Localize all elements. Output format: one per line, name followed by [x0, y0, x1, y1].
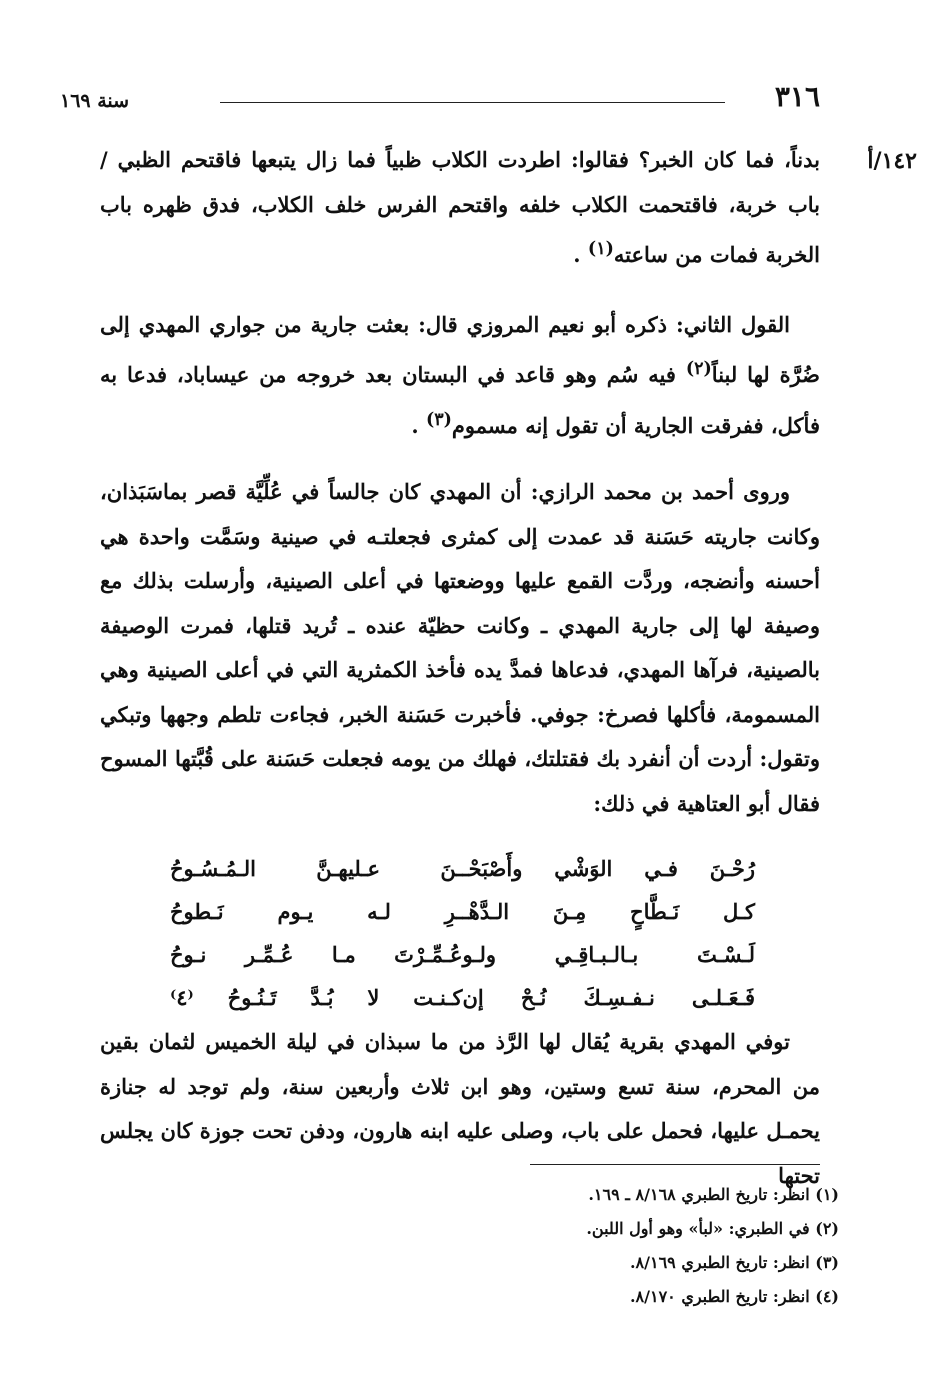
manuscript-folio-note: ١٤٢/أ	[867, 148, 917, 174]
poem-hemistich-left: عُـمِّـرْتَ مـا عُـمِّـر نـوحُ	[170, 942, 463, 968]
poem-hemistich-right: كـل نَـطَّاحٍ مِـنَ الـدَّهْـ	[462, 899, 755, 925]
poem-hemistich-left: كـنـت لا بُـدَّ تَـنُـوحُ ⁽٤⁾	[170, 985, 463, 1011]
poem-hemistich-right: فَـعَـلـى نـفـسِـكَ نُـحْ إن	[462, 985, 755, 1011]
footnote-ref-2: (٢)	[685, 359, 712, 379]
paragraph-4: توفي المهدي بقرية يُقال لها الرَّذ من ما سبذان في ليلة الخميس لثمان بقين من المحرم، سنة تسع وستين، وهو ابن ثلاث وأربعين سنة، ولم توجد له جنازة يحمـل عليها، فحمل على باب، وصلى عليه ابنه هارون، ودفن تحت جوزة كان يجلس تحتها	[100, 1029, 821, 1188]
poem-verse	[100, 977, 820, 1020]
footnote-rule	[530, 1164, 820, 1165]
poem-hemistich-left: ـنَ عـليهـنَّ الـمُـسُـوحُ	[170, 856, 463, 882]
poem-verse	[100, 891, 820, 934]
paragraph-1-end: .	[573, 242, 581, 267]
poem	[100, 848, 820, 1020]
paragraph-1-text: بدناً، فما كان الخبر؟ فقالوا: اطردت الكلاب ظبياً فما زال يتبعها فاقتحم الظبي / باب خربة، فاقتحمت الكلاب خلفه واقتحم الفرس خلف الكلاب، فدق ظهره باب الخربة فمات من ساعته	[100, 147, 820, 267]
footnote-2: (٢) في الطبري: «لبأ» وهو أول اللبن.	[586, 1219, 839, 1238]
paragraph-2	[100, 303, 820, 449]
poem-hemistich-left: ـرِ لـه يـوم نَـطوحُ	[170, 899, 463, 925]
main-text	[100, 138, 820, 1198]
paragraph-2-text-b: فيه سُم وهو قاعد في البستان بعد خروجه من عيساباد، فدعا به فأكل، ففرقت الجارية أن تقول إنه مسموم	[100, 362, 820, 438]
footnote-ref-1: (١)	[587, 239, 614, 259]
paragraph-2-text-a: : ذكره أبو نعيم المروزي قال: بعثت جارية من جواري المهدي إلى ضُرَّة لها لبناً	[100, 311, 820, 387]
header-rule	[220, 102, 725, 103]
page-number: ٣١٦	[774, 80, 820, 113]
page-header	[60, 80, 820, 120]
paragraph-2-lead: القول الثاني	[683, 311, 790, 337]
footnote-ref-3: (٣)	[425, 409, 452, 430]
paragraph-2-end: .	[411, 412, 419, 438]
poem-verse	[100, 934, 820, 977]
footnote-1: (١) انظر: تاريخ الطبري ٨/١٦٨ ـ ١٦٩.	[588, 1185, 839, 1204]
footnote-3: (٣) انظر: تاريخ الطبري ٨/١٦٩.	[629, 1253, 839, 1272]
paragraph-3: وروى أحمد بن محمد الرازي: أن المهدي كان جالساً في عُلِّيَّة قصر بماسَبَذان، وكانت جاريته حَسَنة قد عمدت إلى كمثرى فجعلتـه في صينية وسَمَّت واحدة هي أحسنه وأنضجه، وردَّت القمع عليها ووضعتها في أعلى الصينية، وأرسلت بذلك مع وصيفة لها إلى جارية المهدي ـ وكانت حظيّة عنده ـ تُريد قتلها، فمرت الوصيفة بالصينية، فرآها المهدي، فدعاها فمدَّ يده فأخذ الكمثرية التي في أعلى الصينية وهي المسمومة، فأكلها فصرخ: جوفي. فأخبرت حَسَنة الخبر، فجاءت تلطم وجهها وتبكي وتقول: أردت أن أنفرد بك فقتلتك، فهلك من يومه فجعلت حَسَنة على قُبَّتها المسوح فقال أبو العتاهية في ذلك:	[100, 479, 820, 816]
poem-hemistich-right: رُحْـنَ فـي الوَشْي وأَصْبَحْـ	[462, 856, 755, 882]
poem-verse	[100, 848, 820, 891]
poem-hemistich-right: لَـسْـتَ بـالـبـاقِـي ولـو	[462, 942, 755, 968]
footnote-4: (٤) انظر: تاريخ الطبري ٨/١٧٠.	[629, 1287, 839, 1306]
running-head-year: سنة ١٦٩	[60, 90, 130, 112]
paragraph-1	[100, 138, 820, 278]
footnotes	[419, 1178, 839, 1314]
